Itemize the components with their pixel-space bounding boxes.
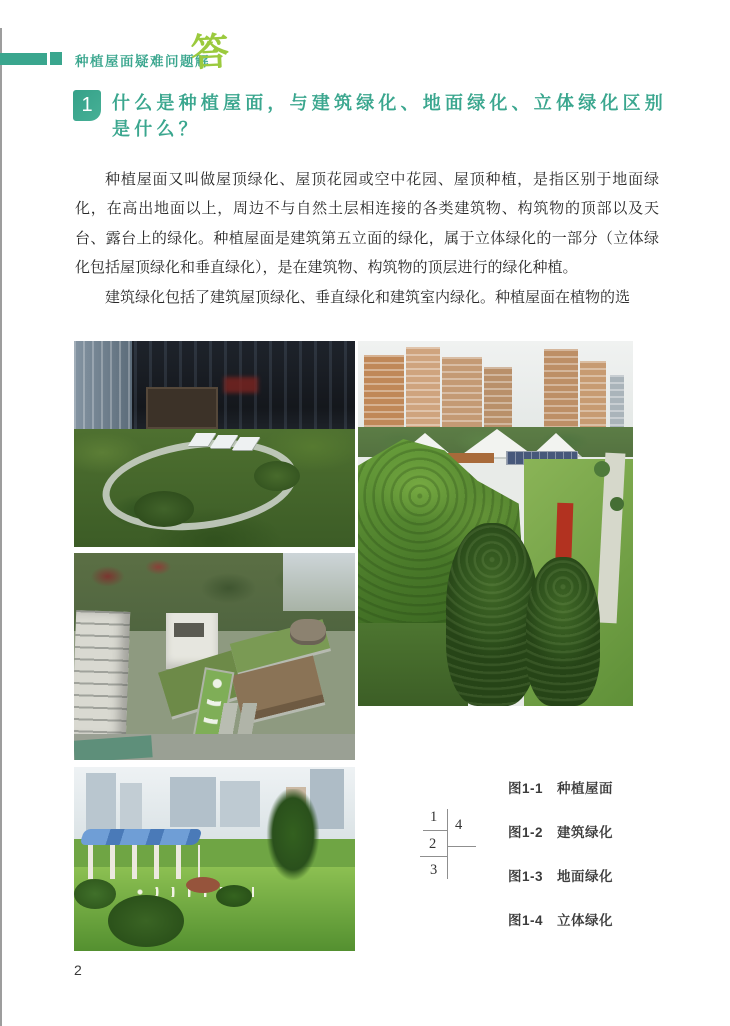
red-signage: [224, 377, 258, 393]
series-title: 种植屋面疑难问题解: [75, 54, 210, 69]
small-tree: [594, 461, 610, 477]
figure-captions: [508, 777, 613, 929]
key-horizontal-rule: [423, 830, 448, 831]
roof-pavilion: [146, 387, 218, 429]
answer-calligraphy-character: 答: [189, 31, 231, 75]
conifer-tree: [526, 557, 600, 706]
residential-tower: [610, 375, 624, 431]
caption-text: 种植屋面: [557, 781, 614, 796]
red-shrub: [186, 877, 220, 893]
residential-tower: [484, 367, 512, 431]
residential-tower: [406, 347, 440, 431]
caption-text: 地面绿化: [557, 869, 614, 884]
caption-text: 立体绿化: [557, 913, 614, 928]
caption-id: 图1-3: [508, 869, 544, 884]
caption-text: 建筑绿化: [557, 825, 614, 840]
caption-id: 图1-2: [508, 825, 544, 840]
residential-tower: [580, 361, 606, 431]
residential-tower: [544, 349, 578, 431]
question-title: 什么是种植屋面，与建筑绿化、地面绿化、立体绿化区别是什么？: [112, 93, 667, 139]
caption-id: 图1-1: [508, 781, 544, 796]
pergola-blue-roof: [79, 829, 202, 845]
round-shrub: [108, 895, 184, 947]
caption-row: [508, 865, 613, 885]
residential-tower: [442, 357, 482, 431]
round-shrub: [74, 879, 116, 909]
body-text: [75, 166, 659, 313]
page-edge-line: [0, 28, 2, 1026]
pergola-columns: [88, 845, 200, 879]
residential-tower: [364, 355, 404, 431]
small-tree: [610, 497, 624, 511]
key-number-2: 2: [429, 836, 437, 852]
body-paragraph-1: 种植屋面又叫做屋顶绿化、屋顶花园或空中花园、屋顶种植，是指区别于地面绿化，在高出地面以上，周边不与自然土层相连接的各类建筑物、构筑物的顶部以及天台、露台上的绿化。种植屋面是建筑第五立面的绿化，属于立体绿化的一部分（立体绿化包括屋顶绿化和垂直绿化），是在建筑物、构筑物的顶层进行的绿化种植。: [75, 172, 659, 277]
key-horizontal-rule: [420, 856, 448, 857]
key-vertical-rule: [447, 809, 448, 879]
conifer-tree: [446, 523, 538, 706]
glass-facade: [74, 341, 132, 429]
photo-building-greening: [74, 553, 355, 760]
photo-planted-roof: [74, 341, 355, 547]
round-shrub: [216, 885, 252, 907]
caption-row: [508, 909, 613, 929]
photo-ground-greening: [74, 767, 355, 951]
question-number-badge: 1: [73, 90, 101, 121]
caption-row: [508, 777, 613, 797]
key-number-1: 1: [430, 809, 438, 825]
caption-row: [508, 821, 613, 841]
pavilion-roof: [290, 619, 326, 645]
photo-vertical-greening: [358, 341, 633, 706]
teal-roof: [74, 735, 153, 760]
key-horizontal-rule: [448, 846, 476, 847]
page-number: 2: [74, 962, 82, 978]
city-haze: [283, 553, 355, 611]
key-number-4: 4: [455, 817, 463, 833]
key-number-3: 3: [430, 862, 438, 878]
caption-id: 图1-4: [508, 913, 544, 928]
shrub: [254, 461, 300, 491]
header-accent-square: [50, 52, 62, 65]
shrub: [134, 491, 194, 527]
header-accent-bar: [0, 53, 47, 65]
pine-tree: [262, 789, 324, 889]
body-paragraph-2: 建筑绿化包括了建筑屋顶绿化、垂直绿化和建筑室内绿化。种植屋面在植物的选: [105, 289, 631, 306]
figure-layout-key: [418, 806, 494, 884]
